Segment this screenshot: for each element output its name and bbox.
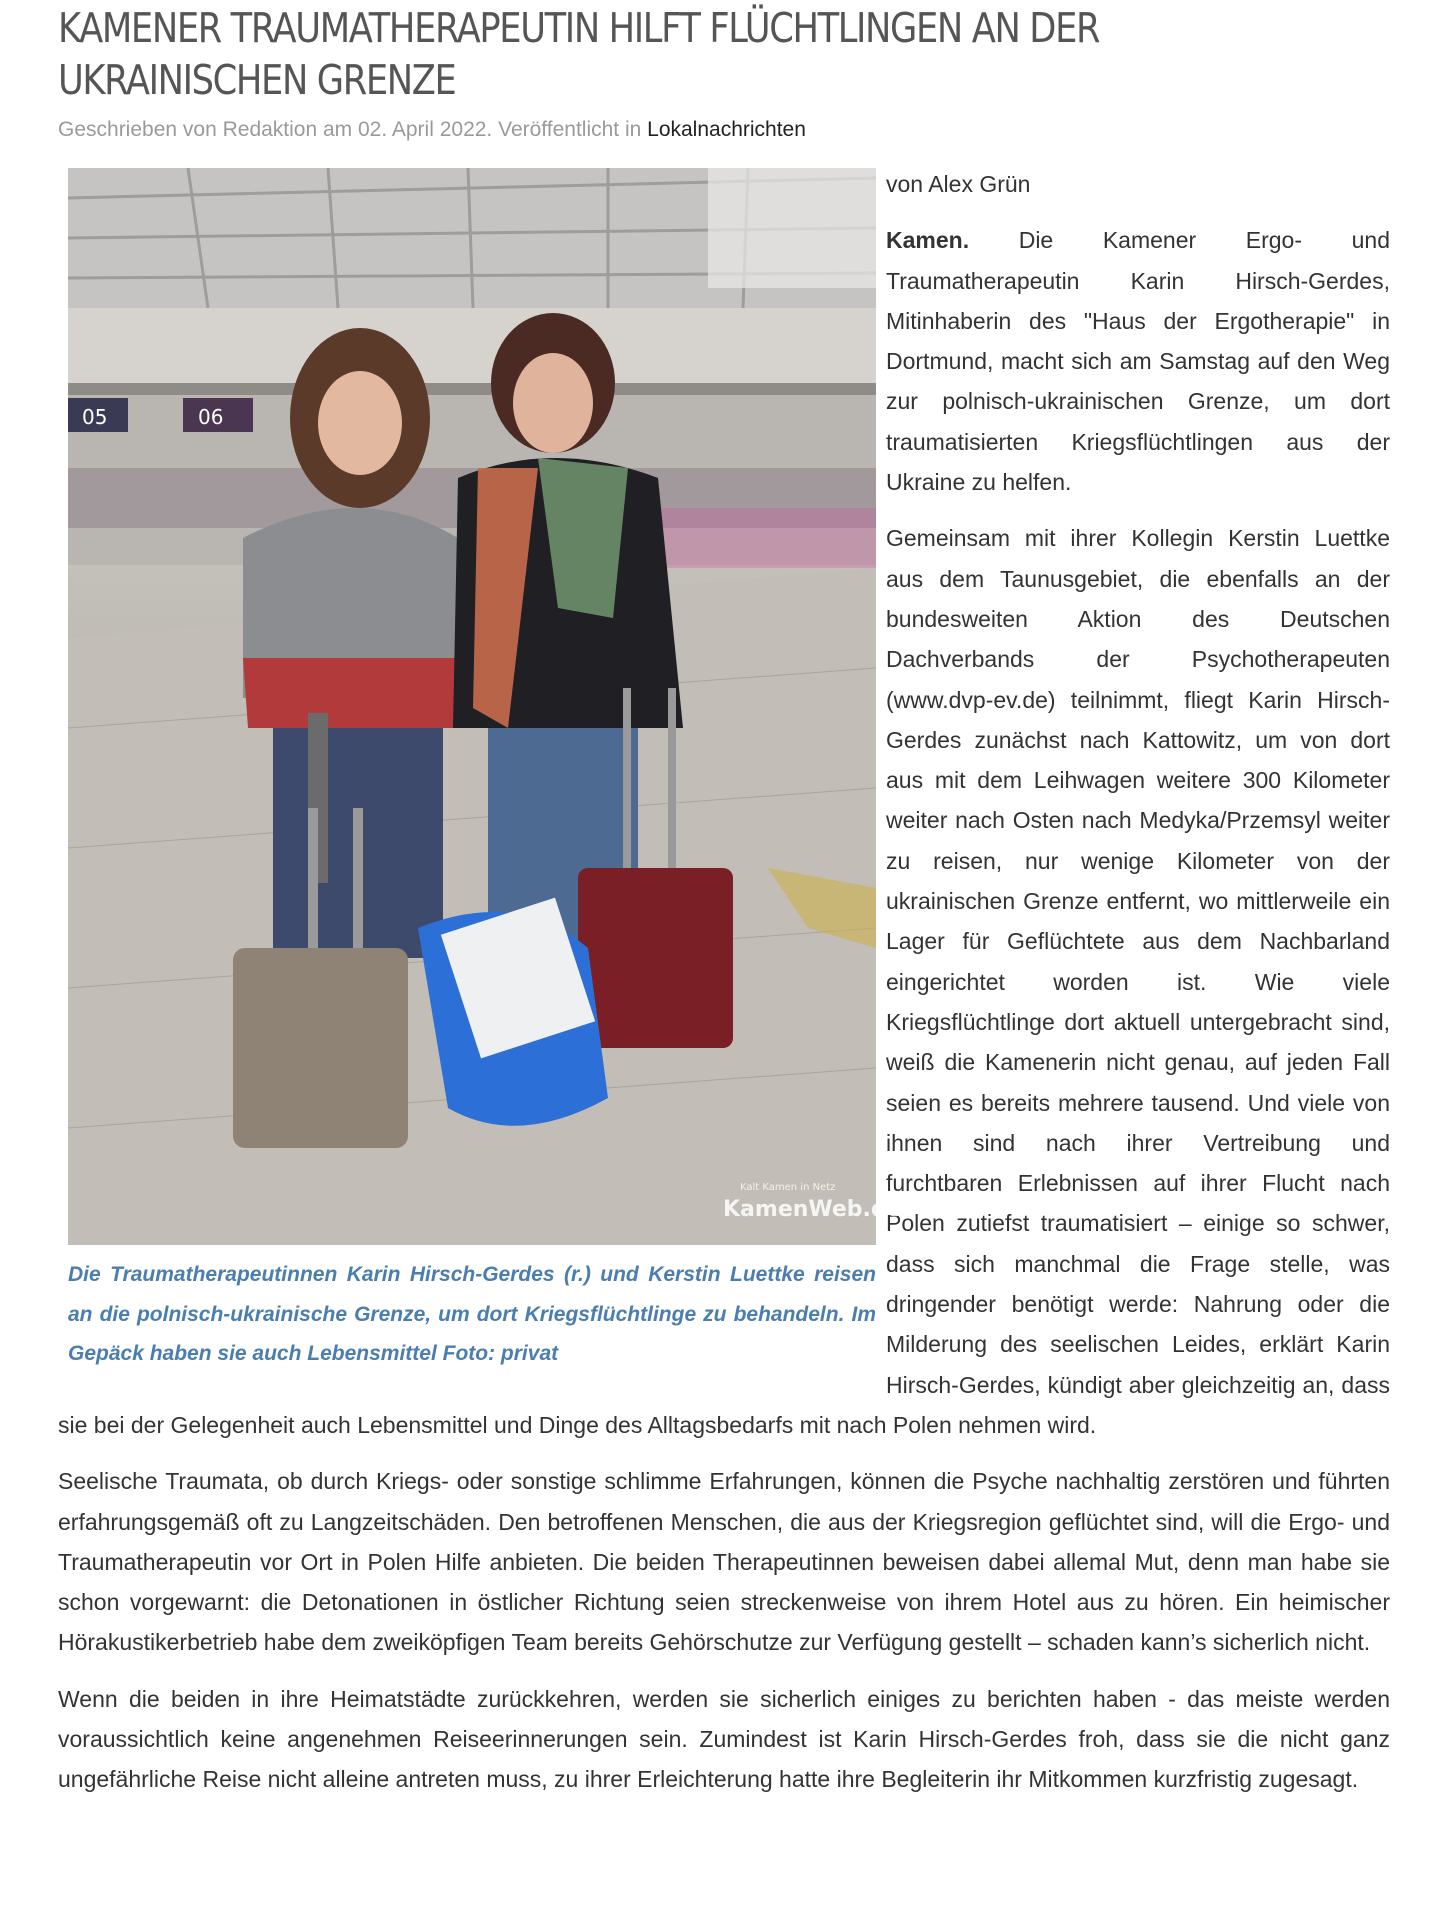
paragraph-3: Seelische Traumata, ob durch Kriegs- oder sonstige schlimme Erfahrungen, können die Psyche nachhaltig zerstören und führten erfahrungsgemäß oft zu Langzeitschäden. Den betroffenen Menschen, die aus der Kriegsregion geflüchtet sind, will die Ergo- und Traumatherapeutin vor Ort in Polen Hilfe anbieten. Die beiden Therapeutinnen beweisen dabei allemal Mut, denn man habe sie schon vorgewarnt: die Detonationen in östlicher Richtung seien streckenweise von ihrem Hotel aus zu hören. Ein heimischer Hörakustikerbetrieb habe dem zweiköpfigen Team bereits Gehörschutze zur Verfügung gestellt – schaden kann’s sicherlich nicht.	[58, 1468, 1390, 1656]
article-title: KAMENER TRAUMATHERAPEUTIN HILFT FLÜCHTLINGEN AN DER UKRAINISCHEN GRENZE	[58, 4, 1100, 104]
author-line: von Alex Grün	[886, 171, 1031, 197]
category-link[interactable]: Lokalnachrichten	[647, 118, 806, 141]
svg-text:KamenWeb.de: KamenWeb.de	[723, 1197, 902, 1222]
photo-caption: Die Traumatherapeutinnen Karin Hirsch-Gerdes (r.) und Kerstin Luettke reisen an die polnisch-ukrainische Grenze, um dort Kriegsflüchtlinge zu behandeln. Im Gepäck haben sie auch Lebensmittel Foto: privat	[68, 1263, 876, 1365]
airport-photo-illustration	[68, 168, 902, 1245]
article-byline	[58, 116, 1390, 144]
article-photo	[68, 168, 902, 1245]
article-figure	[68, 168, 902, 1374]
byline-text: Geschrieben von Redaktion am 02. April 2022. Veröffentlicht in	[58, 118, 648, 141]
paragraph-1-text: Die Kamener Ergo- und Traumatherapeutin Karin Hirsch-Gerdes, Mitinhaberin des "Haus der Ergotherapie" in Dortmund, macht sich am Samstag auf den Weg zur polnisch-ukrainischen Grenze, um dort traumatisierten Kriegsflüchtlingen aus der Ukraine zu helfen.	[886, 227, 1390, 496]
suitcase-right	[578, 868, 733, 1048]
paragraph-4: Wenn die beiden in ihre Heimatstädte zurückkehren, werden sie sicherlich einiges zu berichten haben - das meiste werden voraussichtlich keine angenehmen Reiseerinnerungen sein. Zumindest ist Karin Hirsch-Gerdes froh, dass sie die nicht ganz ungefährliche Reise nicht alleine antreten muss, zu ihrer Erleichterung hatte ihre Begleiterin ihr Mitkommen kurzfristig zugesagt.	[58, 1685, 1390, 1793]
svg-text:06: 06	[198, 405, 224, 429]
article	[58, 0, 1390, 1800]
article-body	[58, 164, 1390, 1800]
dateline: Kamen.	[886, 227, 970, 254]
paragraph-2: Gemeinsam mit ihrer Kollegin Kerstin Luettke aus dem Taunusgebiet, die ebenfalls an der bundesweiten Aktion des Deutschen Dachverbands der Psychotherapeuten (www.dvp-ev.de) teilnimmt, fliegt Karin Hirsch-Gerdes zunächst nach Kattowitz, um von dort aus mit dem Leihwagen weitere 300 Kilometer weiter nach Osten nach Medyka/Przemsyl weiter zu reisen, nur wenige Kilometer von der ukrainischen Grenze entfernt, wo mittlerweile ein Lager für Geflüchtete aus dem Nachbarland eingerichtet worden ist. Wie viele Kriegsflüchtlinge dort aktuell untergebracht sind, weiß die Kamenerin nicht genau, auf jeden Fall seien es bereits mehrere tausend. Und viele von ihnen sind nach ihrer Vertreibung und furchtbaren Erlebnissen auf ihrer Flucht nach Polen zutiefst traumatisiert – einige so schwer, dass sich manchmal die Frage stelle, was dringender benötigt werde: Nahrung oder die Milderung des seelischen Leides, erklärt Karin Hirsch-Gerdes, kündigt aber gleichzeitig an, dass sie bei der Gelegenheit auch Lebensmittel und Dinge des Alltagsbedarfs mit nach Polen nehmen wird.	[58, 525, 1390, 1438]
suitcase-left	[233, 948, 408, 1148]
svg-text:05: 05	[82, 405, 108, 429]
svg-text:Kalt Kamen in Netz: Kalt Kamen in Netz	[740, 1182, 836, 1193]
